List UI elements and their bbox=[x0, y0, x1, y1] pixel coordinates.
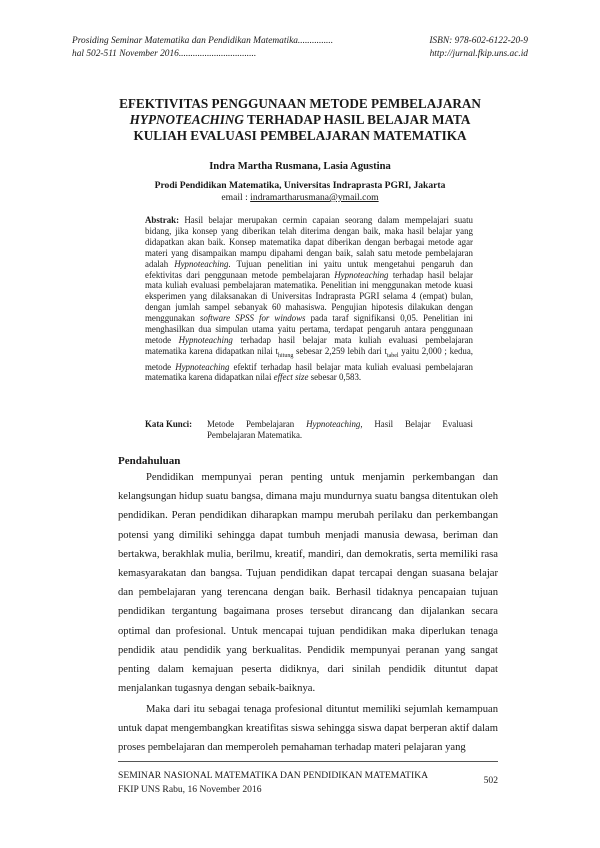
keywords-text bbox=[207, 419, 473, 441]
abstract-text: . Tujuan penelitian ini yaitu untuk mengetahui pengaruh dan efektivitas dari penggunaan metode pembelajaran bbox=[145, 258, 473, 280]
isbn: ISBN: 978-602-6122-20-9 bbox=[429, 36, 528, 46]
title-line-3: KULIAH EVALUASI PEMBELAJARAN MATEMATIKA bbox=[133, 128, 467, 143]
abstract-text: yaitu 2,000 ; kedua, metode bbox=[145, 345, 473, 372]
paper-title bbox=[60, 96, 540, 144]
abstract-italic: software SPSS for windows bbox=[199, 313, 306, 324]
title-italic-term: HYPNOTEACHING bbox=[129, 112, 244, 127]
abstract-italic: Hypnoteaching bbox=[334, 269, 389, 280]
page-range-date: hal 502-511 November 2016................................. bbox=[72, 49, 257, 59]
footer-date: FKIP UNS Rabu, 16 November 2016 bbox=[118, 784, 262, 795]
footer-rule bbox=[118, 761, 498, 762]
keyword-italic: Hypnoteaching bbox=[306, 419, 361, 429]
footer-conference: SEMINAR NASIONAL MATEMATIKA DAN PENDIDIKAN MATEMATIKA bbox=[118, 770, 429, 781]
abstract bbox=[145, 215, 473, 383]
keywords-label: Kata Kunci: bbox=[145, 419, 193, 429]
abstract-text: terhadap hasil belajar mata kuliah evaluasi pembelajaran matematika karena didapatkan nilai t bbox=[145, 334, 473, 356]
section-heading: Pendahuluan bbox=[118, 455, 181, 467]
title-line-1: EFEKTIVITAS PENGGUNAAN METODE PEMBELAJARAN bbox=[119, 96, 481, 111]
abstract-text: terhadap hasil belajar mata kuliah evaluasi pembelajaran matematika. Penelitian ini menggunakan metode kuasi eksperimen yang dilaksanakan di Universitas Indraprasta PGRI selama 4 (empat) bulan, dengan jumlah sampel sebanyak 60 mahasiswa. Pengujian hipotesis dilakukan dengan menggunakan bbox=[145, 269, 473, 324]
abstract-subscript: hitung bbox=[278, 352, 294, 359]
title-line-2-rest: TERHADAP HASIL BELAJAR MATA bbox=[243, 112, 471, 127]
abstract-label: Abstrak: bbox=[145, 215, 180, 225]
abstract-text: sebesar 2,259 lebih dari t bbox=[293, 345, 387, 356]
abstract-italic: effect size bbox=[273, 372, 309, 383]
body-paragraph-1: Pendidikan mempunyai peran penting untuk menjamin perkembangan dan kelangsungan hidup suatu bangsa, dimana maju mundurnya suatu bangsa ditentukan oleh pendidikan. Peran pendidikan diharapkan mampu merubah perilaku dan perkembangan potensi yang dimiliki sehingga dapat tumbuh menjadi manusia dewasa, beriman dan bertakwa, berakhlak mulia, berilmu, kreatif, mandiri, dan demokratis, serta memiliki rasa kemasyarakatan dan bangsa. Tujuan pendidikan dapat tercapai dengan suasana belajar dan pembelajaran yang terencana dengan baik. Berhasil tidaknya pencapaian tujuan pendidikan tergantung bagaimana proses tersebut dirancang dan dijalankan secara optimal dan profesional. Untuk mencapai tujuan pendidikan maka diperlukan tenaga pendidik atau pendidik yang berkualitas. Pendidik mempunyai peranan yang sangat penting dalam kemajuan peserta didiknya, dari sinilah pendidik dituntut dapat menjalankan tugasnya dengan sebaik-baiknya. bbox=[118, 472, 498, 695]
abstract-text: sebesar 0,583. bbox=[308, 372, 362, 383]
email-link[interactable]: indramartharusmana@ymail.com bbox=[250, 192, 379, 203]
abstract-text: efektif terhadap hasil belajar mata kuliah evaluasi pembelajaran matematika karena didapatkan nilai bbox=[145, 361, 473, 383]
journal-url: http://jurnal.fkip.uns.ac.id bbox=[429, 49, 528, 59]
affiliation: Prodi Pendidikan Matematika, Universitas Indraprasta PGRI, Jakarta bbox=[154, 180, 446, 191]
keyword-text: Metode Pembelajaran bbox=[207, 419, 307, 429]
keywords bbox=[145, 419, 473, 441]
proceedings-name: Prosiding Seminar Matematika dan Pendidikan Matematika............... bbox=[72, 36, 334, 46]
abstract-text: pada taraf signifikansi 0,05. Penelitian ini menghasilkan dua simpulan utama yaitu pertama, terdapat pengaruh antara penggunaan metode bbox=[145, 313, 473, 345]
page-number: 502 bbox=[483, 775, 498, 786]
body-paragraph-2: Maka dari itu sebagai tenaga profesional dituntut memiliki sejumlah kemampuan untuk dapat mengembangkan kreatifitas siswa sehingga siswa dapat berperan aktif dalam proses pembelajaran dan memperoleh pemahaman terhadap materi pelajaran yang bbox=[118, 704, 498, 754]
running-header-line-1 bbox=[72, 36, 528, 46]
keyword-text: , Hasil Belajar Evaluasi Pembelajaran Matematika. bbox=[207, 419, 473, 440]
abstract-italic: Hypnoteaching bbox=[178, 334, 233, 345]
abstract-italic: Hypnoteaching bbox=[174, 258, 229, 269]
email-label: email : bbox=[221, 192, 251, 203]
abstract-text: Hasil belajar merupakan cermin capaian seorang dalam mempelajari suatu bidang, jika konsep yang diberikan telah diterima dengan baik, maka hasil belajar yang didapatkan akan baik. Konsep matematika dapat diberikan dengan berbagai metode agar materi yang disampaikan mampu dipahami dengan baik, salah satu metode pembelajaran adalah bbox=[145, 215, 473, 269]
running-header-line-2 bbox=[72, 49, 528, 59]
abstract-subscript: tabel bbox=[386, 352, 399, 359]
abstract-italic: Hypnoteaching bbox=[175, 361, 230, 372]
email-line bbox=[60, 192, 540, 203]
title-line-2 bbox=[60, 112, 540, 128]
authors: Indra Martha Rusmana, Lasia Agustina bbox=[209, 161, 391, 172]
